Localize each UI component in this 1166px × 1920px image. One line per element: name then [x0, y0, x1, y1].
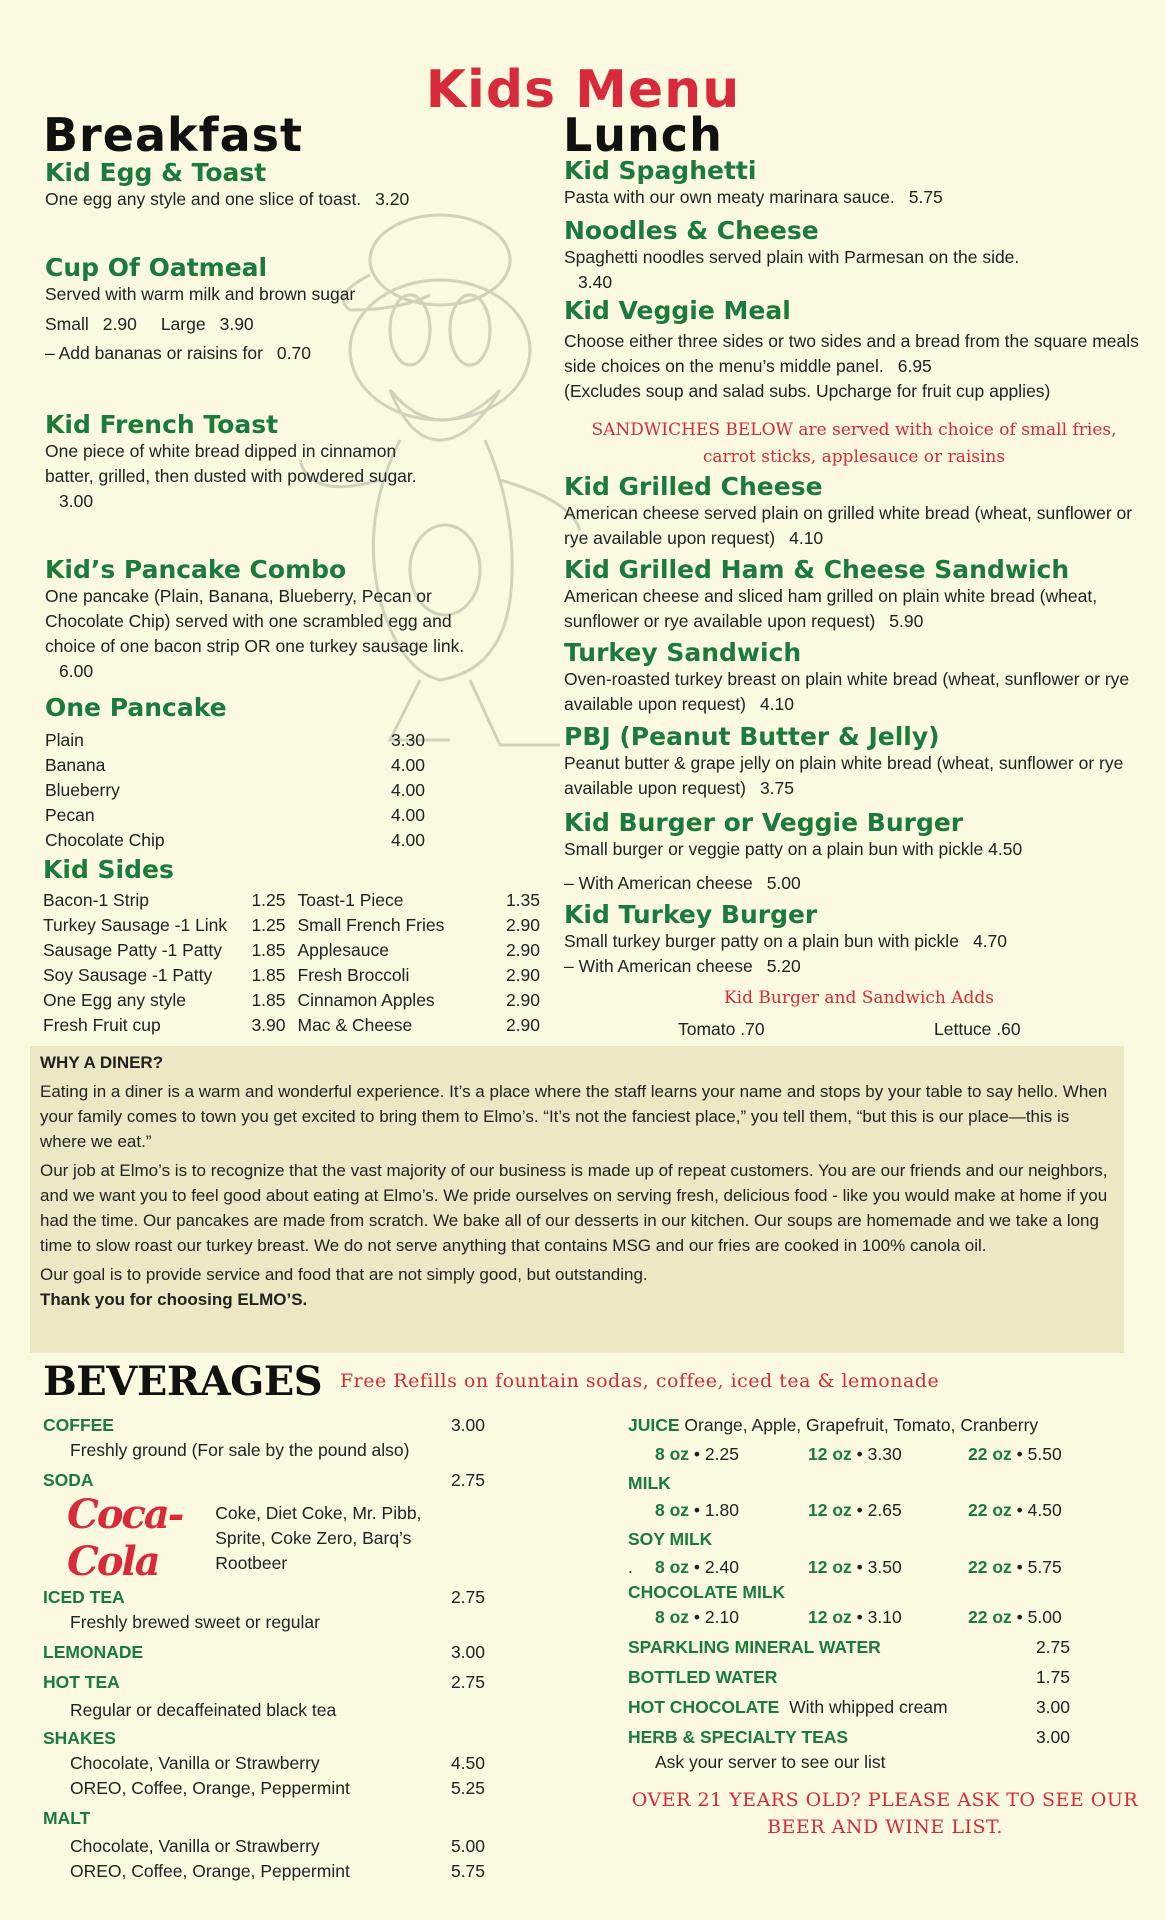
adds-title: Kid Burger and Sandwich Adds	[723, 988, 995, 1008]
item-price: 4.10	[759, 694, 794, 714]
add-on-label: – Add bananas or raisins for	[45, 343, 263, 363]
size-row: 8 oz • 1.80 12 oz • 2.65 22 oz • 4.50	[655, 1500, 1062, 1520]
item-desc: Choose either three sides or two sides and a bread from the square meals side choices on the menu’s middle panel.	[564, 331, 1139, 376]
beverages-left-column	[43, 1413, 485, 1884]
list-item: Turkey Sausage -1 Link 1.25	[43, 915, 286, 935]
item-price: 4.70	[972, 931, 1007, 951]
one-pancake-heading: One Pancake	[45, 693, 227, 722]
item-desc: Small turkey burger patty on a plain bun with pickle	[564, 931, 959, 951]
turkey-sandwich-item	[564, 638, 1154, 717]
bev-desc: Coke, Diet Coke, Mr. Pibb,	[215, 1502, 422, 1523]
pancake-combo-item	[45, 555, 475, 684]
item-price: 3.20	[375, 189, 410, 209]
item-desc: American cheese served plain on grilled white bread (wheat, sunflower or rye available upon request)	[564, 503, 1133, 548]
bev-price: 3.00	[450, 1642, 485, 1662]
item-price: 3.75	[759, 778, 794, 798]
bev-price: 4.50	[450, 1753, 485, 1773]
item-note: (Excludes soup and salad subs. Upcharge for fruit cup applies)	[564, 381, 1051, 401]
size-label: Large	[160, 314, 206, 334]
bev-name: CHOCOLATE MILK	[628, 1582, 786, 1602]
item-price: 5.20	[766, 956, 801, 976]
item-name: Kid’s Pancake Combo	[45, 555, 347, 584]
diner-paragraph: Our job at Elmo’s is to recognize that the vast majority of our business is made up of repeat customers. You are our friends and our neighbors, and we want you to feel good about eating at Elmo’s. We pride ourselves on serving fresh, delicious food - like you would make at home if you had the time. Our pancakes are made from scratch. We bake all of our desserts in our kitchen. Our soups are homemade and we take a long time to slow roast our turkey breast. We do not serve anything that contains MSG and our fries are cooked in 100% canola oil.	[40, 1161, 1108, 1255]
item-desc: One piece of white bread dipped in cinnamon batter, grilled, then dusted with powdered sugar.	[45, 441, 417, 486]
bev-desc: Ask your server to see our list	[655, 1752, 886, 1772]
why-diner-panel	[30, 1046, 1124, 1353]
diner-thanks: Thank you for choosing ELMO’S.	[40, 1290, 308, 1309]
item-desc: Served with warm milk and brown sugar	[45, 284, 356, 304]
ham-cheese-item	[564, 555, 1154, 634]
list-item: Cinnamon Apples 2.90	[297, 990, 540, 1010]
bev-desc: Orange, Apple, Grapefruit, Tomato, Cranberry	[684, 1415, 1039, 1435]
bev-desc: Freshly ground (For sale by the pound also)	[70, 1440, 410, 1460]
bev-name: JUICE	[628, 1415, 680, 1435]
bev-price: 5.00	[450, 1836, 485, 1856]
item-price: 3.40	[578, 272, 613, 292]
bev-price: 3.00	[1035, 1697, 1070, 1717]
add-on-label: – With American cheese	[564, 873, 753, 893]
item-name: Kid Burger or Veggie Burger	[564, 808, 964, 837]
item-name: Kid Spaghetti	[564, 156, 757, 185]
bev-desc: Chocolate, Vanilla or Strawberry	[70, 1836, 320, 1856]
list-item: Fresh Fruit cup 3.90	[43, 1015, 286, 1035]
list-item: Mac & Cheese 2.90	[297, 1015, 540, 1035]
kid-sides-heading: Kid Sides	[43, 855, 174, 884]
bev-desc: Freshly brewed sweet or regular	[70, 1612, 320, 1632]
over-21-note: OVER 21 YEARS OLD? PLEASE ASK TO SEE OUR BEER AND WINE LIST.	[631, 1789, 1139, 1838]
item-price: 6.95	[897, 356, 932, 376]
list-item: Soy Sausage -1 Patty 1.85	[43, 965, 286, 985]
list-item: Banana 4.00	[45, 755, 425, 775]
item-desc: Oven-roasted turkey breast on plain white bread (wheat, sunflower or rye available upon request)	[564, 669, 1130, 714]
item-desc: Small burger or veggie patty on a plain bun with pickle	[564, 839, 984, 859]
item-price: 2.90	[102, 314, 137, 334]
list-item: Applesauce 2.90	[297, 940, 540, 960]
item-price: 5.00	[766, 873, 801, 893]
list-item: Fresh Broccoli 2.90	[297, 965, 540, 985]
list-item: Toast-1 Piece 1.35	[297, 890, 540, 910]
list-item: Small French Fries 2.90	[297, 915, 540, 935]
diner-heading: WHY A DINER?	[40, 1053, 164, 1072]
size-row: 8 oz • 2.25 12 oz • 3.30 22 oz • 5.50	[655, 1444, 1062, 1464]
bev-name: COFFEE	[43, 1415, 114, 1435]
bev-name: HOT TEA	[43, 1672, 120, 1692]
item-desc: Peanut butter & grape jelly on plain white bread (wheat, sunflower or rye available upon request)	[564, 753, 1124, 798]
item-price: 5.75	[908, 187, 943, 207]
bev-desc: Sprite, Coke Zero, Barq’s Rootbeer	[215, 1527, 412, 1573]
bev-name: MILK	[628, 1473, 671, 1493]
item-name: Kid Turkey Burger	[564, 900, 818, 929]
bev-name: BOTTLED WATER	[628, 1667, 778, 1687]
bev-desc: Chocolate, Vanilla or Strawberry	[70, 1753, 320, 1773]
coca-cola-logo: Coca-Cola	[67, 1491, 183, 1585]
lettuce-add: Lettuce .60	[934, 1019, 1021, 1039]
item-price: 3.90	[219, 314, 254, 334]
item-price: 6.00	[59, 661, 94, 681]
item-name: Kid Grilled Cheese	[564, 472, 823, 501]
item-name: Kid Egg & Toast	[45, 158, 267, 187]
bev-price: 2.75	[450, 1672, 485, 1692]
sandwich-note: SANDWICHES BELOW are served with choice of small fries, carrot sticks, applesauce or raisins	[591, 420, 1117, 467]
bev-price: 5.25	[450, 1778, 485, 1798]
item-desc: American cheese and sliced ham grilled on plain white bread (wheat, sunflower or rye available upon request)	[564, 586, 1098, 631]
bev-price: 3.00	[450, 1415, 485, 1435]
kid-sides-list	[43, 888, 540, 1038]
veggie-meal-item	[564, 296, 1144, 404]
bev-name: ICED TEA	[43, 1587, 125, 1607]
item-name: Kid Grilled Ham & Cheese Sandwich	[564, 555, 1070, 584]
grilled-cheese-item	[564, 472, 1154, 551]
item-name: Cup Of Oatmeal	[45, 253, 268, 282]
page-title: Kids Menu	[425, 60, 741, 120]
bev-price: 3.00	[1035, 1727, 1070, 1747]
bev-price: 2.75	[450, 1587, 485, 1607]
bev-name: SPARKLING MINERAL WATER	[628, 1637, 881, 1657]
size-label: Small	[45, 314, 89, 334]
item-price: 5.90	[889, 611, 924, 631]
item-price: 3.00	[59, 491, 94, 511]
list-item: One Egg any style 1.85	[43, 990, 286, 1010]
item-desc: Spaghetti noodles served plain with Parmesan on the side.	[564, 247, 1020, 267]
item-desc: Pasta with our own meaty marinara sauce.	[564, 187, 895, 207]
item-name: PBJ (Peanut Butter & Jelly)	[564, 722, 940, 751]
size-row: . 8 oz • 2.40 12 oz • 3.50 22 oz • 5.75	[628, 1557, 1062, 1577]
list-item: Pecan 4.00	[45, 805, 425, 825]
bev-price: 1.75	[1035, 1667, 1070, 1687]
item-price: 4.50	[988, 839, 1023, 859]
bev-price: 2.75	[1035, 1637, 1070, 1657]
noodles-item	[564, 216, 1044, 295]
bev-name: SODA	[43, 1470, 94, 1490]
item-price: 0.70	[276, 343, 311, 363]
bev-price: 5.75	[450, 1861, 485, 1881]
bev-desc: With whipped cream	[789, 1697, 948, 1717]
diner-paragraph: Eating in a diner is a warm and wonderful experience. It’s a place where the staff learns your name and stops by your table to say hello. When your family comes to town you get excited to bring them to Elmo’s. “It’s not the fanciest place,” you tell them, “but this is our place—this is where we eat.”	[40, 1082, 1108, 1151]
egg-toast-item	[45, 158, 475, 212]
burger-item	[564, 808, 1154, 896]
item-name: Kid Veggie Meal	[564, 296, 791, 325]
list-item: Blueberry 4.00	[45, 780, 425, 800]
beverages-heading: BEVERAGES	[43, 1358, 323, 1405]
bev-desc: OREO, Coffee, Orange, Peppermint	[70, 1778, 350, 1798]
item-desc: One egg any style and one slice of toast.	[45, 189, 362, 209]
bev-name: LEMONADE	[43, 1642, 144, 1662]
size-row: 8 oz • 2.10 12 oz • 3.10 22 oz • 5.00	[655, 1607, 1062, 1627]
refills-note: Free Refills on fountain sodas, coffee, iced tea & lemonade	[340, 1370, 940, 1392]
item-desc: One pancake (Plain, Banana, Blueberry, Pecan or Chocolate Chip) served with one scrambled egg and choice of one bacon strip OR one turkey sausage link.	[45, 586, 465, 656]
spaghetti-item	[564, 156, 1144, 210]
bev-name: HOT CHOCOLATE	[628, 1697, 780, 1717]
diner-paragraph: Our goal is to provide service and food that are not simply good, but outstanding.	[40, 1265, 648, 1284]
bev-name: SOY MILK	[628, 1529, 713, 1549]
item-name: Kid French Toast	[45, 410, 279, 439]
lunch-heading: Lunch	[563, 108, 723, 162]
list-item: Bacon-1 Strip 1.25	[43, 890, 286, 910]
pbj-item	[564, 722, 1164, 801]
item-price: 4.10	[789, 528, 824, 548]
oatmeal-item	[45, 253, 475, 366]
turkey-burger-item	[564, 900, 1154, 979]
beverages-right-column	[628, 1413, 1070, 1775]
add-on-label: – With American cheese	[564, 956, 753, 976]
tomato-add: Tomato .70	[678, 1019, 765, 1039]
breakfast-heading: Breakfast	[43, 108, 304, 162]
item-name: Turkey Sandwich	[564, 638, 802, 667]
bev-desc: Regular or decaffeinated black tea	[70, 1700, 337, 1720]
bev-name: MALT	[43, 1808, 91, 1828]
bev-name: SHAKES	[43, 1728, 116, 1748]
list-item: Sausage Patty -1 Patty 1.85	[43, 940, 286, 960]
one-pancake-list	[45, 728, 425, 853]
bev-price: 2.75	[450, 1470, 485, 1490]
french-toast-item	[45, 410, 445, 514]
list-item: Chocolate Chip 4.00	[45, 830, 425, 850]
list-item: Plain 3.30	[45, 730, 425, 750]
bev-name: HERB & SPECIALTY TEAS	[628, 1727, 849, 1747]
item-name: Noodles & Cheese	[564, 216, 819, 245]
bev-desc: OREO, Coffee, Orange, Peppermint	[70, 1861, 350, 1881]
